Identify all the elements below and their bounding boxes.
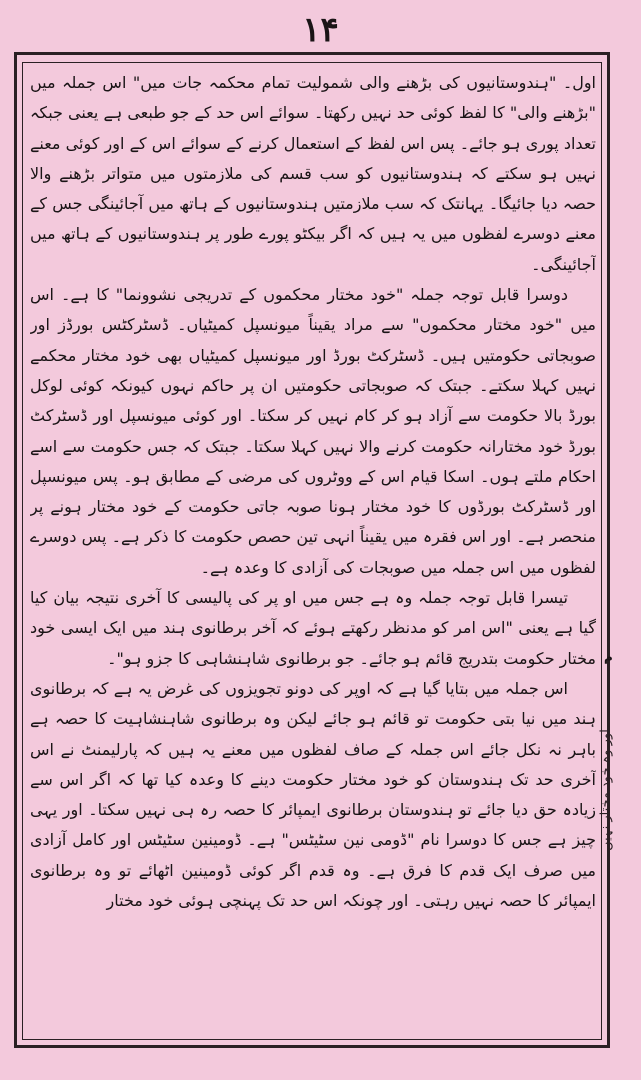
paragraph-1: اول۔ "ہندوستانیوں کی بڑھنے والی شمولیت تمام محکمہ جات میں" اس جملہ میں "بڑھنے والی" کا لفظ کوئی حد نہیں رکھتا۔ سوائے اس حد کے جو طبعی ہے یعنی جبکہ تعداد پوری ہو جائے۔ پس اس لفظ کے استعمال کرنے کے سوائے اس کے اور کوئی معنے نہیں ہو سکتے کہ ہندوستانیوں کو سب قسم کی ملازمتوں میں متواتر بڑھنے والا حصہ دیا جائیگا۔ یہانتک کہ سب ملازمتیں ہندوستانیوں کے ہاتھ میں آجائینگی جس کے معنے دوسرے لفظوں میں یہ ہیں کہ اگر بیکٹو پورے طور پر ہندوستانیوں کے ہاتھ میں آجائینگی۔ bbox=[30, 73, 596, 274]
margin-note: اور وہ خود مختار نہیں bbox=[598, 729, 614, 851]
paragraph-4: اس جملہ میں بتایا گیا ہے کہ اوپر کی دونو تجویزوں کی غرض یہ ہے کہ برطانوی ہند میں نیا بتی حکومت تو قائم ہو جائے لیکن وہ برطانوی شاہنشاہیت کا حصہ ہے باہر نہ نکل جائے اس جملہ کے صاف لفظوں میں معنے یہ ہیں کہ پارلیمنٹ نے اس آخری حد تک ہندوستان کو خود مختار حکومت دینے کا وعدہ کیا تھا کہ اگر اس سے زیادہ حق دیا جائے تو ہندوستان برطانوی ایمپائر کا حصہ رہ ہی نہیں سکتا۔ اور یہی چیز ہے جس کا دوسرا نام "ڈومی نین سٹیٹس" ہے۔ ڈومینین سٹیٹس اور کامل آزادی میں صرف ایک قدم کا فرق ہے۔ وہ قدم اگر کوئی ڈومینین اٹھائے تو وہ برطانوی ایمپائر کا حصہ نہیں رہتی۔ اور چونکہ اس حد تک پہنچی ہوئی خود مختار bbox=[30, 678, 596, 911]
body-text bbox=[30, 68, 596, 1038]
paragraph-3: تیسرا قابل توجہ جملہ وہ ہے جس میں او پر کی پالیسی کا آخری نتیجہ بیان کیا گیا ہے یعنی "اس امر کو مدنظر رکھتے ہوئے کہ آخر برطانوی ہند میں ایک ایسی خود مختار حکومت بتدریج قائم ہو جائے۔ جو برطانوی شاہنشاہی کا جزو ہو"۔ bbox=[30, 588, 596, 668]
page-number: ۱۴ bbox=[302, 10, 339, 50]
paragraph-2: دوسرا قابل توجہ جملہ "خود مختار محکموں کے تدریجی نشوونما" کا ہے۔ اس میں "خود مختار محکموں" سے مراد یقیناً میونسپل کمیٹیاں۔ ڈسٹرکٹس بورڈز اور صوبجاتی حکومتیں ہیں۔ ڈسٹرکٹ بورڈ اور میونسپل کمیٹیاں بھی خود مختار محکمے نہیں کہلا سکتے۔ جبتک کہ صوبجاتی حکومتیں ان پر حاکم نہوں کیونکہ کوئی لوکل بورڈ بالا حکومت سے آزاد ہو کر کام نہیں کر سکتا۔ اور کوئی میونسپل اور ڈسٹرکٹ بورڈ خود مختارانہ حکومت کرنے والا نہیں کہلا سکتا۔ جبتک کہ جس حکومت سے اسے احکام ملتے ہوں۔ اسکا قیام اس کے ووٹروں کی مرضی کے مطابق ہو۔ پس میونسپل اور ڈسٹرکٹ بورڈوں کا خود مختار ہونا صوبہ جاتی حکومت کے خود مختار ہونے پر منحصر ہے۔ اور اس فقرہ میں یقیناً انہی تین حصص حکومت کا ذکر ہے۔ پس دوسرے لفظوں میں اس جملہ میں صوبجات کی آزادی کا وعدہ ہے۔ bbox=[30, 285, 596, 577]
margin-mark: م bbox=[604, 650, 613, 664]
